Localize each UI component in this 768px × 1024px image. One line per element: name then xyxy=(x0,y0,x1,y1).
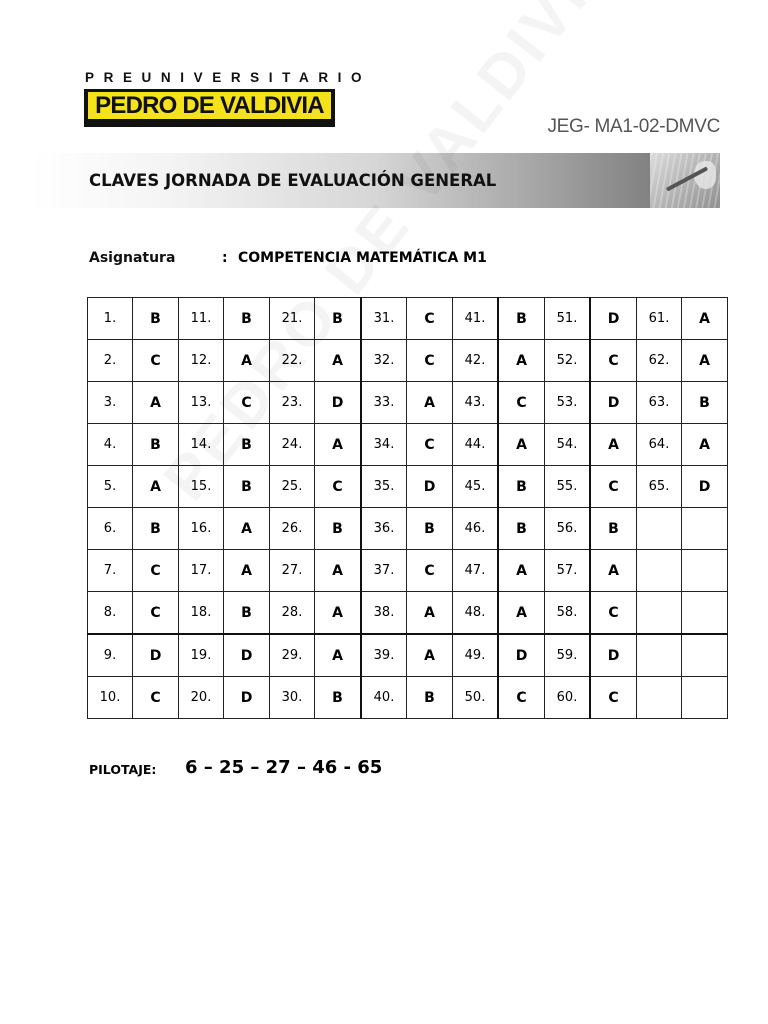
question-number: 38. xyxy=(361,592,407,635)
question-number: 45. xyxy=(453,466,499,508)
answer-letter: B xyxy=(224,298,270,340)
question-number: 5. xyxy=(88,466,133,508)
logo xyxy=(84,89,335,127)
question-number: 7. xyxy=(88,550,133,592)
question-number: 61. xyxy=(637,298,682,340)
question-number: 39. xyxy=(361,634,407,677)
answer-letter: C xyxy=(590,466,637,508)
question-number: 14. xyxy=(179,424,224,466)
question-number: 17. xyxy=(179,550,224,592)
question-number: 32. xyxy=(361,340,407,382)
answer-letter xyxy=(682,550,728,592)
answer-letter: D xyxy=(590,634,637,677)
question-number: 59. xyxy=(545,634,591,677)
question-number: 31. xyxy=(361,298,407,340)
question-number: 9. xyxy=(88,634,133,677)
question-number: 4. xyxy=(88,424,133,466)
question-number: 1. xyxy=(88,298,133,340)
answer-letter: A xyxy=(315,592,362,635)
answer-letter xyxy=(682,592,728,635)
question-number: 11. xyxy=(179,298,224,340)
answer-letter: A xyxy=(315,550,362,592)
answer-letter: A xyxy=(498,550,545,592)
table-row xyxy=(88,382,728,424)
question-number: 51. xyxy=(545,298,591,340)
answer-letter: B xyxy=(224,466,270,508)
answer-letter: D xyxy=(590,298,637,340)
document-code: JEG- MA1-02-DMVC xyxy=(547,116,720,137)
question-number xyxy=(637,592,682,635)
question-number: 65. xyxy=(637,466,682,508)
question-number: 49. xyxy=(453,634,499,677)
table-row xyxy=(88,677,728,719)
logo-top-text: PREUNIVERSITARIO xyxy=(85,70,372,85)
answer-letter: A xyxy=(590,424,637,466)
answer-letter: C xyxy=(407,298,453,340)
answer-letter: A xyxy=(315,424,362,466)
answer-letter: A xyxy=(407,592,453,635)
answer-letter: A xyxy=(224,340,270,382)
answer-letter xyxy=(682,634,728,677)
question-number: 60. xyxy=(545,677,591,719)
question-number: 54. xyxy=(545,424,591,466)
table-row xyxy=(88,424,728,466)
answer-letter: D xyxy=(407,466,453,508)
question-number: 13. xyxy=(179,382,224,424)
question-number: 22. xyxy=(270,340,315,382)
question-number: 6. xyxy=(88,508,133,550)
question-number xyxy=(637,634,682,677)
answer-letter: B xyxy=(498,298,545,340)
answer-letter: D xyxy=(224,634,270,677)
question-number: 12. xyxy=(179,340,224,382)
question-number: 24. xyxy=(270,424,315,466)
question-number: 44. xyxy=(453,424,499,466)
answer-letter: D xyxy=(498,634,545,677)
answer-letter: B xyxy=(315,677,362,719)
answer-letter: A xyxy=(682,298,728,340)
answer-letter: B xyxy=(590,508,637,550)
question-number: 26. xyxy=(270,508,315,550)
answer-letter: C xyxy=(133,550,179,592)
question-number: 19. xyxy=(179,634,224,677)
answer-letter: D xyxy=(133,634,179,677)
answer-letter: C xyxy=(407,340,453,382)
question-number: 35. xyxy=(361,466,407,508)
question-number: 52. xyxy=(545,340,591,382)
question-number xyxy=(637,508,682,550)
answer-letter: B xyxy=(315,298,362,340)
table-row xyxy=(88,466,728,508)
answer-letter: C xyxy=(407,550,453,592)
answer-letter: B xyxy=(224,424,270,466)
question-number: 16. xyxy=(179,508,224,550)
question-number: 25. xyxy=(270,466,315,508)
answer-letter: B xyxy=(498,466,545,508)
question-number: 47. xyxy=(453,550,499,592)
answer-letter: C xyxy=(133,677,179,719)
question-number: 56. xyxy=(545,508,591,550)
answer-letter: A xyxy=(224,508,270,550)
answer-letter: A xyxy=(498,592,545,635)
answer-letter: A xyxy=(407,382,453,424)
question-number: 2. xyxy=(88,340,133,382)
answer-letter: C xyxy=(133,592,179,635)
question-number: 20. xyxy=(179,677,224,719)
pilotaje-label: PILOTAJE: xyxy=(89,762,157,777)
answer-letter: B xyxy=(133,298,179,340)
question-number: 37. xyxy=(361,550,407,592)
answer-letter: A xyxy=(133,466,179,508)
question-number: 40. xyxy=(361,677,407,719)
question-number: 46. xyxy=(453,508,499,550)
answer-letter: A xyxy=(590,550,637,592)
answer-letter: A xyxy=(498,340,545,382)
question-number: 30. xyxy=(270,677,315,719)
answer-letter: B xyxy=(224,592,270,635)
answer-letter: C xyxy=(590,592,637,635)
answer-letter: B xyxy=(315,508,362,550)
question-number: 42. xyxy=(453,340,499,382)
answer-key-table xyxy=(87,297,728,719)
question-number: 15. xyxy=(179,466,224,508)
table-row xyxy=(88,508,728,550)
question-number: 29. xyxy=(270,634,315,677)
logo-main-text: PEDRO DE VALDIVIA xyxy=(88,92,331,119)
answer-letter: A xyxy=(407,634,453,677)
question-number: 28. xyxy=(270,592,315,635)
answer-letter: D xyxy=(224,677,270,719)
answer-letter: C xyxy=(315,466,362,508)
answer-letter: A xyxy=(133,382,179,424)
answer-letter: A xyxy=(315,340,362,382)
question-number: 3. xyxy=(88,382,133,424)
answer-letter: B xyxy=(133,508,179,550)
question-number: 50. xyxy=(453,677,499,719)
subject-colon: : xyxy=(222,250,228,266)
answer-letter: A xyxy=(682,424,728,466)
answer-letter: A xyxy=(315,634,362,677)
answer-letter: B xyxy=(682,382,728,424)
answer-letter: B xyxy=(133,424,179,466)
answer-letter: D xyxy=(682,466,728,508)
question-number: 55. xyxy=(545,466,591,508)
table-row xyxy=(88,550,728,592)
subject-value: COMPETENCIA MATEMÁTICA M1 xyxy=(238,250,487,266)
question-number: 43. xyxy=(453,382,499,424)
question-number: 63. xyxy=(637,382,682,424)
answer-letter: A xyxy=(498,424,545,466)
question-number xyxy=(637,677,682,719)
question-number: 10. xyxy=(88,677,133,719)
answer-letter: A xyxy=(682,340,728,382)
question-number: 18. xyxy=(179,592,224,635)
answer-letter xyxy=(682,677,728,719)
question-number: 41. xyxy=(453,298,499,340)
question-number: 62. xyxy=(637,340,682,382)
exam-sheet-image xyxy=(650,153,720,208)
answer-letter: D xyxy=(315,382,362,424)
question-number: 48. xyxy=(453,592,499,635)
question-number: 36. xyxy=(361,508,407,550)
question-number: 58. xyxy=(545,592,591,635)
question-number: 21. xyxy=(270,298,315,340)
answer-letter: C xyxy=(498,677,545,719)
answer-letter: C xyxy=(590,677,637,719)
question-number: 23. xyxy=(270,382,315,424)
question-number: 34. xyxy=(361,424,407,466)
table-row xyxy=(88,298,728,340)
page-title: CLAVES JORNADA DE EVALUACIÓN GENERAL xyxy=(89,171,497,190)
question-number: 8. xyxy=(88,592,133,635)
answer-letter: A xyxy=(224,550,270,592)
answer-letter: B xyxy=(498,508,545,550)
question-number: 64. xyxy=(637,424,682,466)
question-number: 53. xyxy=(545,382,591,424)
answer-letter: C xyxy=(590,340,637,382)
question-number: 27. xyxy=(270,550,315,592)
answer-letter xyxy=(682,508,728,550)
answer-letter: B xyxy=(407,677,453,719)
pilotaje-value: 6 – 25 – 27 – 46 - 65 xyxy=(185,757,383,778)
answer-letter: C xyxy=(407,424,453,466)
answer-letter: C xyxy=(224,382,270,424)
question-number: 57. xyxy=(545,550,591,592)
table-row xyxy=(88,592,728,635)
table-row xyxy=(88,340,728,382)
answer-letter: C xyxy=(498,382,545,424)
answer-letter: D xyxy=(590,382,637,424)
question-number xyxy=(637,550,682,592)
question-number: 33. xyxy=(361,382,407,424)
subject-label: Asignatura xyxy=(89,250,176,266)
answer-letter: B xyxy=(407,508,453,550)
answer-letter: C xyxy=(133,340,179,382)
table-row xyxy=(88,634,728,677)
